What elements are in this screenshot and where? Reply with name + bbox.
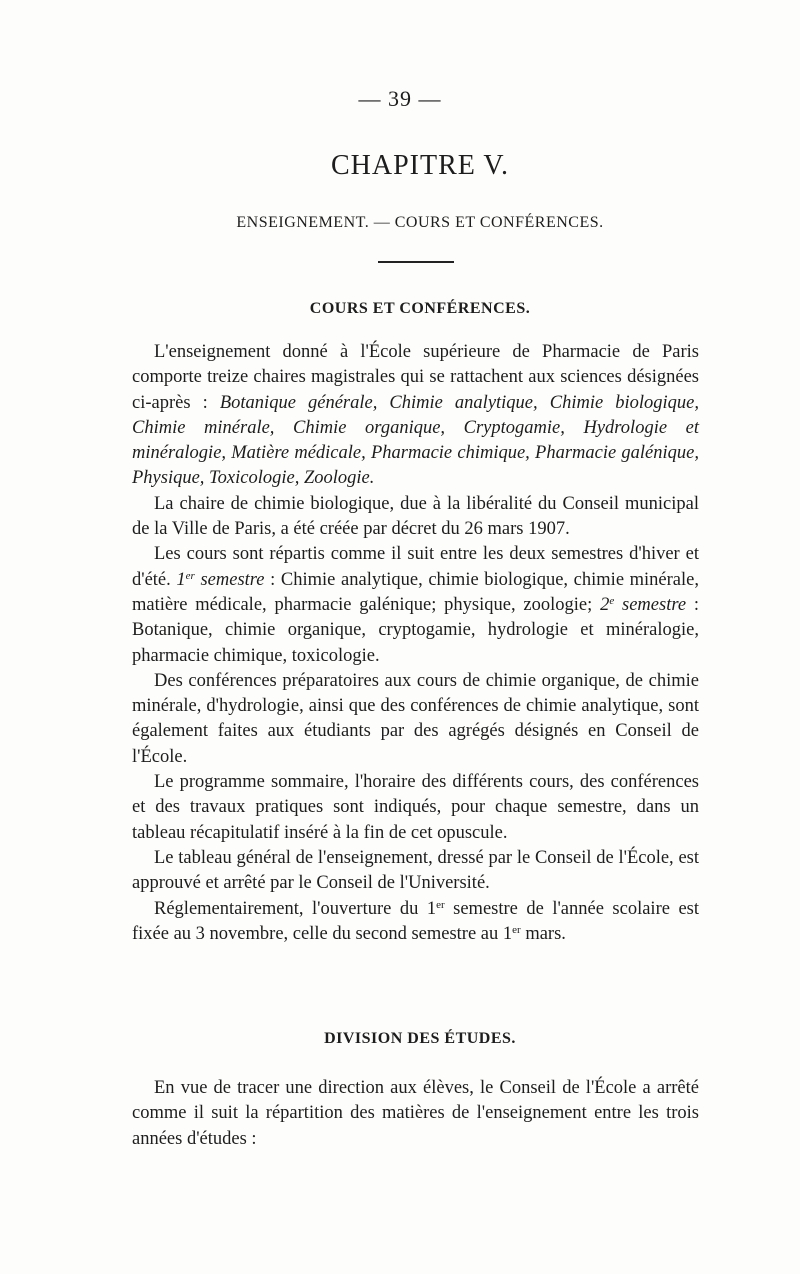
ordinal-suffix: er: [512, 923, 521, 936]
semester-number: 1: [176, 569, 186, 590]
paragraph-text: mars.: [520, 923, 566, 944]
paragraph: [132, 340, 699, 492]
section-heading-division: DIVISION DES ÉTUDES.: [324, 1030, 516, 1047]
paragraph-text: L'enseignement donné à l'École supérieure de Pharmacie de Paris comporte treize chaires magistrales qui se rattachent aux sciences désignées ci-après :: [132, 342, 699, 413]
semester-word: semestre: [614, 594, 687, 615]
paragraph: La chaire de chimie biologique, due à la libéralité du Conseil municipal de la Ville de Paris, a été créée par décret du 26 mars 1907.: [132, 493, 699, 540]
paragraph-text: semestre de l'année scolaire est fixée au 3 novembre, celle du second semestre au 1: [132, 898, 699, 944]
semester-number: 2: [600, 594, 610, 615]
paragraph: [132, 542, 699, 668]
paragraph-text: : Chimie analytique, chimie biologique, chimie minérale, matière médicale, pharmacie galénique; physique, zoologie;: [132, 569, 699, 615]
paragraph: Le programme sommaire, l'horaire des différents cours, des conférences et des travaux pratiques sont indiqués, pour chaque semestre, dans un tableau récapitulatif inséré à la fin de cet opuscule.: [132, 772, 699, 843]
ordinal-suffix: e: [609, 594, 615, 607]
ordinal-suffix: er: [436, 898, 445, 911]
paragraph: Le tableau général de l'enseignement, dressé par le Conseil de l'École, est approuvé et arrêté par le Conseil de l'Université.: [132, 847, 699, 894]
ordinal-suffix: er: [185, 569, 195, 582]
semester-label: [600, 595, 686, 615]
section-heading-cours: COURS ET CONFÉRENCES.: [309, 300, 531, 317]
section-body-division: [132, 1076, 699, 1152]
paragraph-text: Réglementairement, l'ouverture du 1: [154, 898, 437, 919]
section-body-cours: [132, 340, 699, 947]
paragraph: Des conférences préparatoires aux cours de chimie organique, de chimie minérale, d'hydrologie, ainsi que des conférences de chimie analytique, sont également faites aux étudiants par des agrégés désignés en Conseil de l'École.: [132, 670, 699, 767]
chapter-title: CHAPITRE V.: [330, 150, 509, 181]
paragraph-text: Les cours sont répartis comme il suit entre les deux semestres d'hiver et d'été.: [132, 544, 699, 590]
semester-label: [176, 570, 264, 590]
page-number: — 39 —: [358, 86, 442, 111]
paragraph: [132, 897, 699, 948]
paragraph-text: : Botanique, chimie organique, cryptogamie, hydrologie et minéralogie, pharmacie chimique, toxicologie.: [132, 594, 700, 666]
semester-word: semestre: [194, 569, 265, 590]
chapter-subtitle: ENSEIGNEMENT. — COURS ET CONFÉRENCES.: [236, 214, 604, 231]
paragraph: En vue de tracer une direction aux élèves, le Conseil de l'École a arrêté comme il suit la répartition des matières de l'enseignement entre les trois années d'études :: [132, 1078, 699, 1149]
subject-list: Botanique générale, Chimie analytique, Chimie biologique, Chimie minérale, Chimie organique, Cryptogamie, Hydrologie et minéralogie, Matière médicale, Pharmacie chimique, Pharmacie galénique, Physique, Toxicologie, Zoologie.: [132, 392, 700, 489]
decorative-rule: [378, 261, 454, 263]
